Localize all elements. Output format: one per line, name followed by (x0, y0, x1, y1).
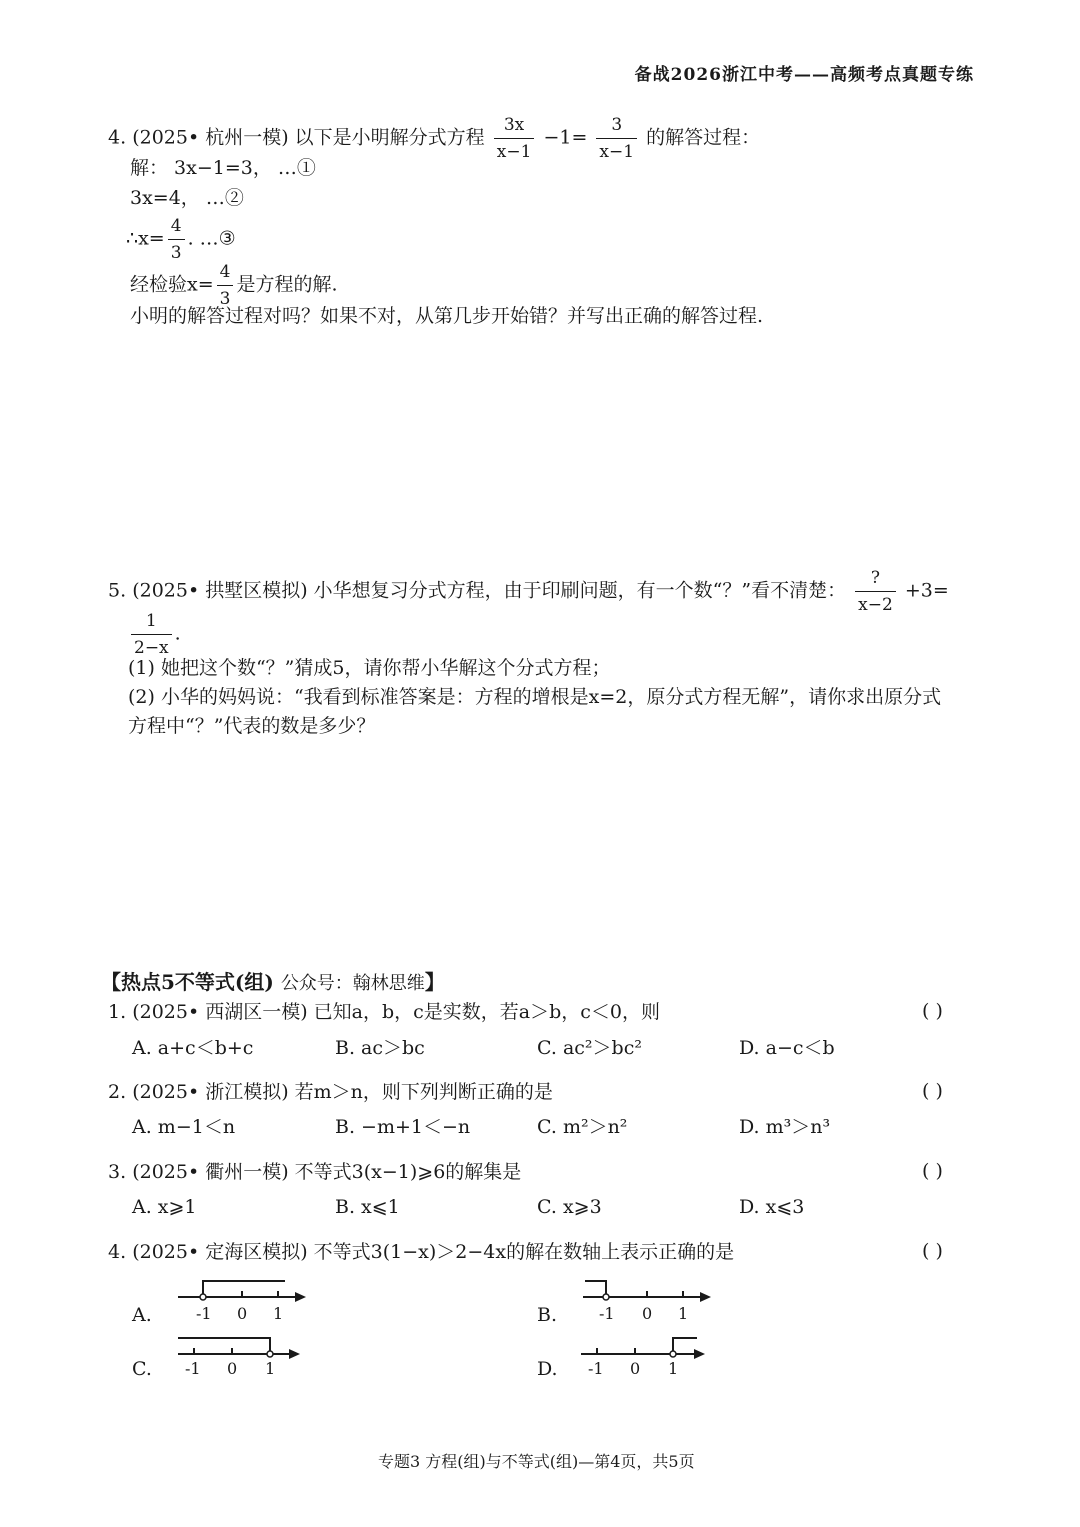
mc3-answer-blank: ( ) (922, 1160, 943, 1182)
q5-line-2: $\frac{1}{2-x}$ . (128, 609, 181, 660)
mc2-answer-blank: ( ) (922, 1080, 943, 1102)
number-line-c (170, 1332, 310, 1382)
solution-ray (673, 1338, 697, 1354)
mc4-option-c-label: C. (132, 1358, 152, 1380)
open-circle (603, 1294, 609, 1300)
q4-step-1: 解： 3x−1=3， …① (130, 157, 316, 179)
q5-line (108, 566, 949, 617)
q4-question: 小明的解答过程对吗？如果不对，从第几步开始错？并写出正确的解答过程. (130, 305, 764, 327)
q4-source: (2025• 杭州一模) (132, 126, 289, 149)
q4-number: 4. (108, 126, 127, 149)
mc2-option-a: A. m−1＜n (132, 1116, 236, 1138)
mc4-answer-blank: ( ) (922, 1240, 943, 1262)
axis-arrow (694, 1349, 705, 1359)
tick-label-1: 1 (678, 1304, 689, 1323)
axis-arrow (295, 1292, 306, 1302)
number-line-b (575, 1275, 715, 1325)
mc3-option-c: C. x⩾3 (537, 1196, 602, 1218)
q4-check: 经检验x= $\frac{4}{3}$ 是方程的解. (130, 262, 338, 309)
mc1-stem: 1. (2025• 西湖区一模) 已知a，b，c是实数，若a＞b，c＜0，则 (108, 1001, 661, 1023)
q4-step-2: 3x=4， …② (130, 187, 244, 209)
page-footer: 专题3 方程(组)与不等式(组)—第4页，共5页 (378, 1452, 695, 1471)
mc4-option-d-label: D. (537, 1358, 558, 1380)
tick-label-neg1: -1 (196, 1304, 212, 1323)
tick-label-neg1: -1 (185, 1359, 201, 1378)
q5-part-1: (1) 她把这个数“？”猜成5，请你帮小华解这个分式方程； (128, 657, 611, 679)
number-line-a (170, 1275, 310, 1325)
tick-label-0: 0 (227, 1359, 238, 1378)
axis-arrow (700, 1292, 711, 1302)
q5-fraction-2: $\frac{1}{2-x}$ (131, 609, 172, 660)
mc3-option-a: A. x⩾1 (132, 1196, 197, 1218)
tick-label-0: 0 (642, 1304, 653, 1323)
q4-intro: 以下是小明解分式方程 (294, 126, 485, 149)
section-title: 【热点5不等式(组) 公众号：翰林思维】 (101, 970, 445, 994)
solution-ray (178, 1338, 270, 1354)
q4-minus-one: −1= (543, 126, 588, 149)
q5-fraction-1: $\frac{?}{x-2}$ (855, 566, 896, 617)
mc2-option-c: C. m²＞n² (537, 1116, 628, 1138)
q5-intro: 小华想复习分式方程，由于印刷问题，有一个数“？”看不清楚： (313, 579, 847, 602)
tick-label-1: 1 (668, 1359, 679, 1378)
mc4-stem: 4. (2025• 定海区模拟) 不等式3(1−x)＞2−4x的解在数轴上表示正确的是 (108, 1241, 735, 1263)
mc3-option-d: D. x⩽3 (739, 1196, 805, 1218)
q4-fraction-1: $\frac{3x}{x-1}$ (494, 113, 535, 164)
mc4-option-b-label: B. (537, 1304, 558, 1326)
mc1-answer-blank: ( ) (922, 1000, 943, 1022)
mc2-option-b: B. −m+1＜−n (335, 1116, 471, 1138)
q4-intro-end: 的解答过程： (646, 126, 761, 149)
open-circle (267, 1351, 273, 1357)
tick-label-neg1: -1 (599, 1304, 615, 1323)
mc4-option-a-label: A. (132, 1304, 152, 1326)
mc2-stem: 2. (2025• 浙江模拟) 若m＞n，则下列判断正确的是 (108, 1081, 553, 1103)
mc1-option-a: A. a+c＜b+c (132, 1037, 254, 1059)
q5-source: (2025• 拱墅区模拟) (132, 579, 308, 602)
number-line-d (575, 1332, 715, 1382)
axis-arrow (289, 1349, 300, 1359)
q4-step-3: ∴x= $\frac{4}{3}$ . …③ (126, 216, 236, 263)
mc1-option-d: D. a−c＜b (739, 1037, 835, 1059)
mc1-option-b: B. ac＞bc (335, 1037, 425, 1059)
solution-ray (203, 1281, 285, 1297)
open-circle (200, 1294, 206, 1300)
q5-part-2-line-2: 方程中“？”代表的数是多少？ (128, 715, 376, 737)
q5-part-2-line-1: (2) 小华的妈妈说：“我看到标准答案是：方程的增根是x=2，原分式方程无解”，请你求出原分式 (128, 686, 942, 708)
tick-label-0: 0 (237, 1304, 248, 1323)
open-circle (670, 1351, 676, 1357)
mc2-option-d: D. m³＞n³ (739, 1116, 831, 1138)
mc3-option-b: B. x⩽1 (335, 1196, 400, 1218)
tick-label-1: 1 (265, 1359, 276, 1378)
tick-label-1: 1 (273, 1304, 284, 1323)
tick-label-0: 0 (630, 1359, 641, 1378)
q4-fraction-2: $\frac{3}{x-1}$ (596, 113, 637, 164)
mc1-option-c: C. ac²＞bc² (537, 1037, 642, 1059)
solution-ray (585, 1281, 606, 1297)
q5-plus-three: +3= (904, 579, 949, 602)
page-header-title: 备战2026浙江中考——高频考点真题专练 (634, 65, 974, 85)
mc3-stem: 3. (2025• 衢州一模) 不等式3(x−1)⩾6的解集是 (108, 1161, 522, 1183)
q5-number: 5. (108, 579, 127, 602)
tick-label-neg1: -1 (588, 1359, 604, 1378)
